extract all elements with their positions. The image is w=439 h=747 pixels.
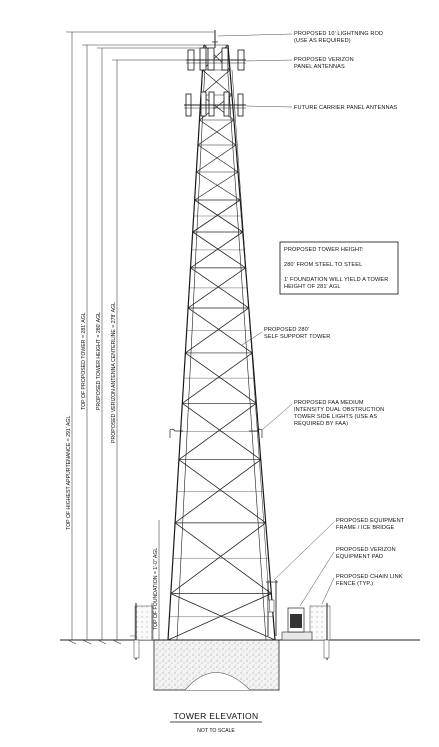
tower-brace-member [198,120,234,145]
svg-text:PROPOSED VERIZON: PROPOSED VERIZON [336,547,396,553]
equipment-pad [282,608,312,640]
drawing-subtitle: NOT TO SCALE [197,728,235,734]
svg-text:TOWER SIDE LIGHTS (USE AS: TOWER SIDE LIGHTS (USE AS [294,414,378,420]
ground-line [60,636,420,640]
foundation [154,640,279,690]
tower-brace-member [198,145,238,172]
callout-equipment-pad [336,547,396,560]
tower-brace-member [202,70,231,95]
tower-brace-member [199,120,235,145]
svg-text:SELF SUPPORT TOWER: SELF SUPPORT TOWER [264,334,331,340]
callout-chain-link-fence [336,574,403,587]
dim-label-proposed-tower-height: PROPOSED TOWER HEIGHT = 280' AGL [96,312,102,410]
tower-brace-member [196,172,240,200]
svg-text:PROPOSED VERIZON: PROPOSED VERIZON [294,57,354,63]
dim-label-top-proposed-tower: TOP OF PROPOSED TOWER = 281' AGL [81,312,87,410]
tower-brace-member [201,70,230,95]
svg-text:HEIGHT OF 281' AGL: HEIGHT OF 281' AGL [284,284,341,290]
drawing-title: TOWER ELEVATION [173,711,259,721]
chain-link-fence-right [310,603,330,660]
callout-future-antennas [294,105,397,111]
svg-text:REQUIRED BY FAA): REQUIRED BY FAA) [294,421,349,427]
svg-text:FENCE (TYP.): FENCE (TYP.) [336,581,374,587]
future-carrier-antennas [184,92,246,116]
svg-text:PROPOSED 280': PROPOSED 280' [264,327,309,333]
callout-faa-lights [294,400,384,427]
chain-link-fence-left [134,603,153,660]
svg-text:INTENSITY DUAL OBSTRUCTION: INTENSITY DUAL OBSTRUCTION [294,407,385,413]
svg-text:PROPOSED FAA MEDIUM: PROPOSED FAA MEDIUM [294,400,364,406]
callout-lightning-rod [294,31,383,44]
callout-verizon-antennas [294,57,354,70]
svg-text:PROPOSED TOWER HEIGHT:: PROPOSED TOWER HEIGHT: [284,247,364,253]
svg-text:PANEL ANTENNAS: PANEL ANTENNAS [294,64,345,70]
svg-text:280' FROM STEEL TO STEEL: 280' FROM STEEL TO STEEL [284,262,363,268]
dim-label-highest-appurtenance: TOP OF HIGHEST APPURTENANCE = 291' AGL [66,415,72,530]
callout-ice-bridge [336,518,405,531]
svg-text:PROPOSED 10' LIGHTNING ROD: PROPOSED 10' LIGHTNING ROD [294,31,384,37]
callout-self-support-tower [264,327,330,340]
tower-height-info-box [280,242,398,294]
svg-text:(USE AS REQUIRED): (USE AS REQUIRED) [294,38,351,44]
dim-label-top-foundation: TOP OF FOUNDATION = 1'-0" AGL [153,547,159,630]
height-dimensions [66,32,215,644]
lattice-tower [168,45,275,640]
tower-brace-member [196,145,236,172]
drawing-title-block [170,711,262,734]
tower-brace-member [195,172,238,200]
dim-label-verizon-centerline: PROPOSED VERIZON ANTENNA CENTERLINE = 278' AGL [111,302,117,443]
tower-cross-bracing [168,45,275,640]
svg-text:FUTURE CARRIER PANEL ANTENNAS: FUTURE CARRIER PANEL ANTENNAS [294,105,398,111]
svg-text:1' FOUNDATION WILL YIELD A TOW: 1' FOUNDATION WILL YIELD A TOWER [284,277,389,283]
faa-side-lights [170,429,262,438]
svg-text:PROPOSED CHAIN LINK: PROPOSED CHAIN LINK [336,574,403,580]
svg-text:PROPOSED EQUIPMENT: PROPOSED EQUIPMENT [336,518,405,524]
verizon-panel-antennas [186,48,246,70]
svg-text:FRAME / ICE BRIDGE: FRAME / ICE BRIDGE [336,525,395,531]
svg-text:EQUIPMENT PAD: EQUIPMENT PAD [336,554,384,560]
